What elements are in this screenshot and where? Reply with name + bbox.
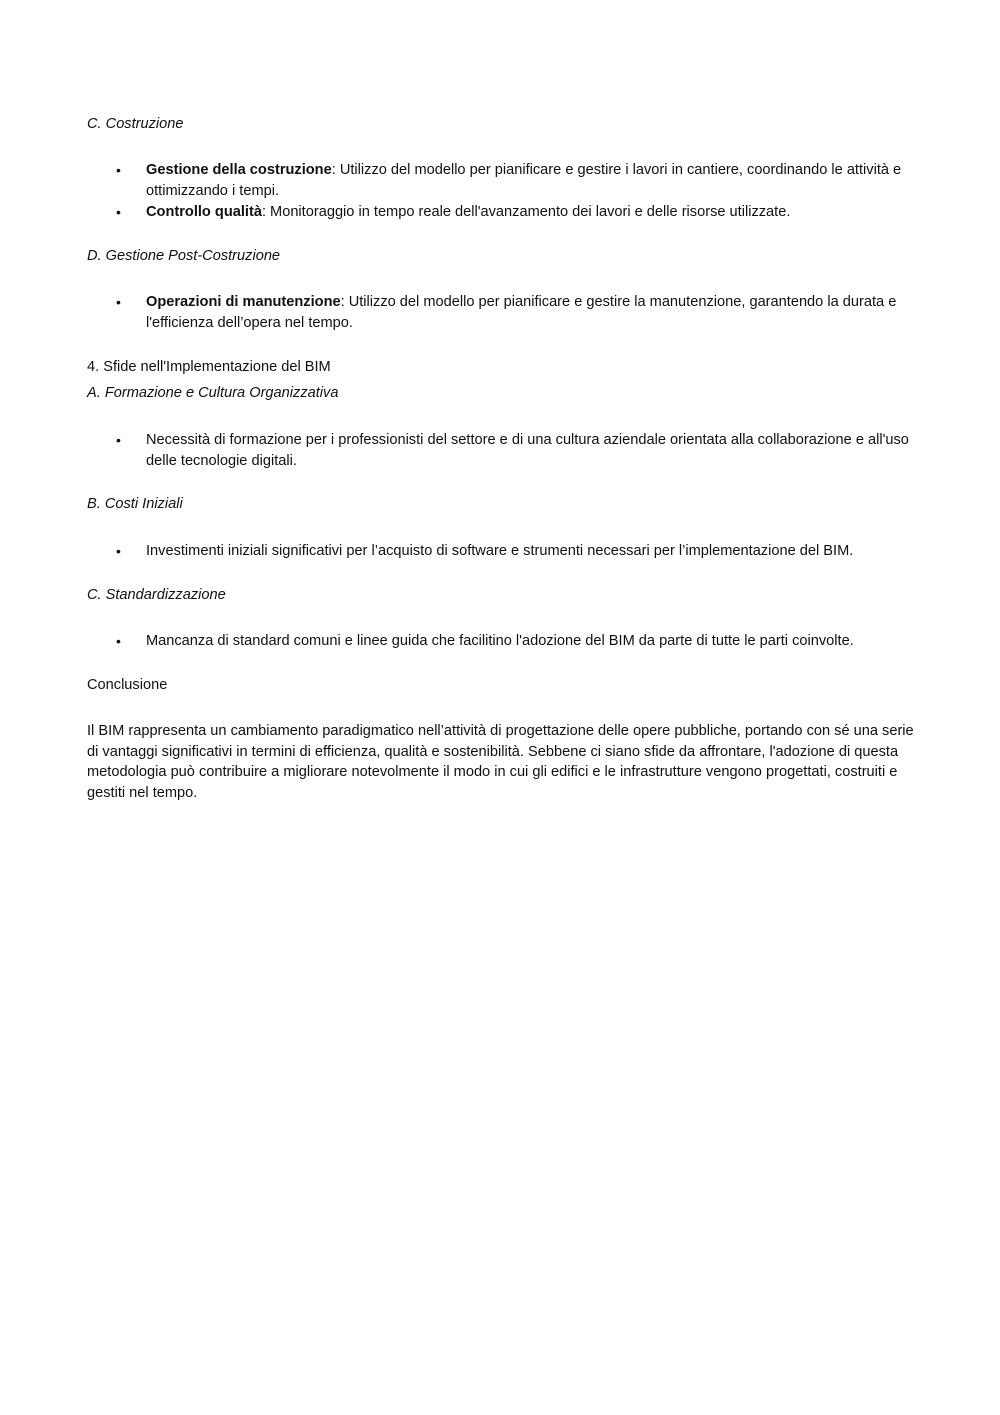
bullet-icon: • bbox=[116, 204, 121, 220]
item-text: : Utilizzo del modello per pianificare e gestire i lavori in cantiere, coordinando le attività e ottimizzando i tempi. bbox=[146, 162, 902, 199]
bullet-icon: • bbox=[116, 543, 121, 559]
list-item-standard bbox=[116, 631, 916, 652]
item-text: Mancanza di standard comuni e linee guida che facilitino l'adozione del BIM da parte di tutte le parti coinvolte. bbox=[146, 633, 854, 649]
list-item-formazione bbox=[116, 430, 916, 471]
bullet-icon: • bbox=[116, 294, 121, 310]
heading-formazione: A. Formazione e Cultura Organizzativa bbox=[87, 385, 339, 401]
heading-costi: B. Costi Iniziali bbox=[87, 496, 183, 512]
heading-conclusione: Conclusione bbox=[87, 677, 168, 693]
bullet-icon: • bbox=[116, 432, 121, 448]
heading-standardizzazione: C. Standardizzazione bbox=[87, 587, 226, 603]
bullet-icon: • bbox=[116, 162, 121, 178]
item-text: : Monitoraggio in tempo reale dell'avanzamento dei lavori e delle risorse utilizzate. bbox=[261, 204, 791, 220]
item-term: Operazioni di manutenzione bbox=[146, 294, 341, 310]
item-term: Controllo qualità bbox=[146, 204, 262, 220]
item-text: : Utilizzo del modello per pianificare e gestire la manutenzione, garantendo la durata e l'efficienza dell’opera nel tempo. bbox=[146, 294, 897, 331]
list-item-manutenzione bbox=[116, 292, 916, 333]
item-text: Investimenti iniziali significativi per l’acquisto di software e strumenti necessari per l’implementazione del BIM. bbox=[146, 543, 854, 559]
list-item-costi bbox=[116, 541, 916, 562]
list-item-gestione-costruzione bbox=[116, 160, 916, 201]
section-title-sfide: 4. Sfide nell'Implementazione del BIM bbox=[87, 359, 331, 375]
heading-costruzione: C. Costruzione bbox=[87, 116, 184, 132]
item-term: Gestione della costruzione bbox=[146, 162, 332, 178]
bullet-icon: • bbox=[116, 633, 121, 649]
conclusion-paragraph: Il BIM rappresenta un cambiamento paradigmatico nell’attività di progettazione delle opere pubbliche, portando con sé una serie di vantaggi significativi in termini di efficienza, qualità e sostenibilità. Sebbene ci siano sfide da affrontare, l'adozione di questa metodologia può contribuire a migliorare notevolmente il modo in cui gli edifici e le infrastrutture vengono progettati, costruiti e gestiti nel tempo. bbox=[87, 723, 914, 801]
item-text: Necessità di formazione per i professionisti del settore e di una cultura aziendale orientata alla collaborazione e all'uso delle tecnologie digitali. bbox=[146, 432, 909, 469]
list-item-controllo-qualita bbox=[116, 202, 916, 223]
heading-post-costruzione: D. Gestione Post-Costruzione bbox=[87, 248, 281, 264]
